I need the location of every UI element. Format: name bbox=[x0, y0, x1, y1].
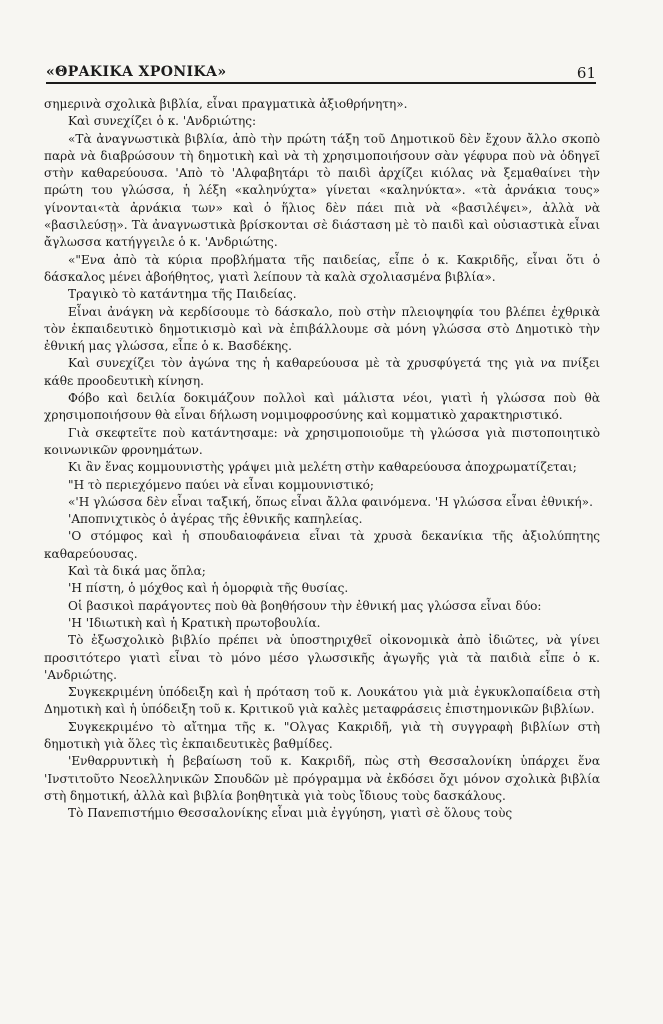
paragraph: Οἱ βασικοὶ παράγοντες ποὺ θὰ βοηθήσουν τὴν ἐθνική μας γλώσσα εἶναι δύο: bbox=[68, 598, 542, 613]
paragraph: Κι ἂν ἕνας κομμουνιστὴς γράψει μιὰ μελέτη στὴν καθαρεύουσα ἀποχρωματίζεται; bbox=[68, 460, 577, 475]
page-number: 61 bbox=[576, 64, 596, 82]
running-title: «ΘΡΑΚΙΚΑ ΧΡΟΝΙΚΑ» bbox=[46, 64, 227, 80]
paragraph: Καὶ τὰ δικά μας ὅπλα; bbox=[68, 564, 206, 579]
paragraph: 'Αποπνιχτικὸς ὁ ἀγέρας τῆς ἐθνικῆς καπηλείας. bbox=[68, 512, 363, 527]
paragraph: Συγκεκριμένο τὸ αἴτημα τῆς κ. "Ολγας Κακριδῆ, γιὰ τὴ συγγραφὴ βιβλίων στὴ δημοτικὴ γιὰ ὅλες τὶς ἐκπαιδευτικὲς βαθμίδες. bbox=[44, 719, 600, 751]
paragraph: Γιὰ σκεφτεῖτε ποὺ κατάντησαμε: νὰ χρησιμοποιοῦμε τὴ γλώσσα γιὰ πιστοποιητικὸ κοινωνικῶν φρονημάτων. bbox=[44, 425, 600, 457]
paragraph: σημερινὰ σχολικὰ βιβλία, εἶναι πραγματικὰ ἀξιοθρήνητη». bbox=[44, 97, 408, 111]
paragraph: Συγκεκριμένη ὑπόδειξη καὶ ἡ πρόταση τοῦ κ. Λουκάτου γιὰ μιὰ ἐγκυκλοπαίδεια στὴ Δημοτικὴ καὶ ἡ ὑπόδειξη τοῦ κ. Κριτικοῦ γιὰ καλὲς μεταφράσεις ἐπιστημονικῶν βιβλίων. bbox=[44, 685, 600, 717]
page-header bbox=[46, 62, 596, 84]
paragraph: Καὶ συνεχίζει ὁ κ. 'Ανδριώτης: bbox=[68, 114, 257, 129]
paragraph: «Τὰ ἀναγνωστικὰ βιβλία, ἀπὸ τὴν πρώτη τάξη τοῦ Δημοτικοῦ δὲν ἔχουν ἄλλο σκοπὸ παρὰ νὰ διαβρώσουν τὴ δημοτικὴ καὶ νὰ τὴ χρησιμοποιήσουν σὰν γέφυρα ποὺ νὰ ὁδηγεῖ στὴν καθαρεύουσα. 'Απὸ τὸ 'Αλφαβητάρι τὸ παιδὶ ἀρχίζει κιόλας νὰ ξεμαθαίνει τὴν πρώτη του γλώσσα, ἡ λέξη «καληνύχτα» γίνεται «καληνύκτα». «τὰ ἀρνάκια τους» γίνονται«τὰ ἀρνάκια των» καὶ ὁ ἥλιος δὲν πάει πιὰ νὰ «βασιλέψει», ἀλλὰ νὰ «βασιλεύσῃ». Τὰ ἀναγνωστικὰ βρίσκονται σὲ διάσταση μὲ τὸ παιδὶ καὶ οὐσιαστικὰ εἶναι ἄγλωσσα κατήγγειλε ὁ κ. 'Ανδριώτης. bbox=[44, 131, 600, 250]
paragraph: Εἶναι ἀνάγκη νὰ κερδίσουμε τὸ δάσκαλο, ποὺ στὴν πλειοψηφία του βλέπει ἐχθρικὰ τὸν ἐκπαιδευτικὸ δημοτικισμὸ καὶ νὰ ἐπιβάλλουμε σὰ μόνη γλώσσα στὸ Δημοτικὸ τὴν ἐθνική μας γλώσσα, εἶπε ὁ κ. Βασδέκης. bbox=[44, 304, 600, 354]
paragraph: "Η τὸ περιεχόμενο παύει νὰ εἶναι κομμουνιστικό; bbox=[68, 477, 374, 492]
header-rule bbox=[46, 82, 596, 84]
paragraph: «"Ενα ἀπὸ τὰ κύρια προβλήματα τῆς παιδείας, εἶπε ὁ κ. Κακριδῆς, εἶναι ὅτι ὁ δάσκαλος μένει ἀβοήθητος, γιατὶ λείπουν τὰ καλὰ σχολιασμένα βιβλία». bbox=[44, 252, 600, 284]
paragraph: «'Η γλώσσα δὲν εἶναι ταξική, ὅπως εἶναι ἄλλα φαινόμενα. 'Η γλώσσα εἶναι ἐθνική». bbox=[68, 494, 593, 509]
paragraph: Τὸ ἐξωσχολικὸ βιβλίο πρέπει νὰ ὑποστηριχθεῖ οἰκονομικὰ ἀπὸ ἰδιῶτες, νὰ γίνει προσιτότερο γιατὶ εἶναι τὸ μόνο μέσο γλωσσικῆς ἀγωγῆς γιὰ τὰ παιδιὰ εἶπε ὁ κ. 'Ανδριώτης. bbox=[44, 633, 600, 682]
paragraph: Καὶ συνεχίζει τὸν ἀγώνα της ἡ καθαρεύουσα μὲ τὰ χρυσφύγετά της γιὰ να πνίξει κάθε προοδευτικὴ κίνηση. bbox=[44, 356, 600, 388]
paragraph: Τραγικὸ τὸ κατάντημα τῆς Παιδείας. bbox=[68, 287, 297, 302]
paragraph: Τὸ Πανεπιστήμιο Θεσσαλονίκης εἶναι μιὰ ἐγγύηση, γιατὶ σὲ ὅλους τοὺς bbox=[68, 806, 513, 821]
body-text bbox=[44, 96, 600, 822]
paragraph: 'Η 'Ιδιωτικὴ καὶ ἡ Κρατικὴ πρωτοβουλία. bbox=[68, 615, 321, 630]
paragraph: 'Ο στόμφος καὶ ἡ σπουδαιοφάνεια εἶναι τὰ χρυσὰ δεκανίκια τῆς ἀξιολύπητης καθαρεύουσας. bbox=[44, 529, 600, 561]
paragraph: Φόβο καὶ δειλία δοκιμάζουν πολλοὶ καὶ μάλιστα νέοι, γιατὶ ἡ γλώσσα ποὺ θὰ χρησιμοποιήσουν θὰ εἶναι δήλωση νομιμοφροσύνης καὶ κομματικὸ χαρακτηριστικό. bbox=[44, 391, 600, 423]
paragraph: 'Η πίστη, ὁ μόχθος καὶ ἡ ὁμορφιὰ τῆς θυσίας. bbox=[68, 581, 349, 596]
paragraph: 'Ενθαρρυντικὴ ἡ βεβαίωση τοῦ κ. Κακριδῆ, πὼς στὴ Θεσσαλονίκη ὑπάρχει ἕνα 'Ινστιτοῦτο Νεοελληνικῶν Σπουδῶν μὲ πρόγραμμα νὰ ἐκδόσει ὄχι μόνον σχολικὰ βιβλία στὴ δημοτική, ἀλλὰ καὶ βιβλία βοηθητικὰ γιὰ τοὺς ἴδιους τοὺς δασκάλους. bbox=[44, 754, 600, 803]
